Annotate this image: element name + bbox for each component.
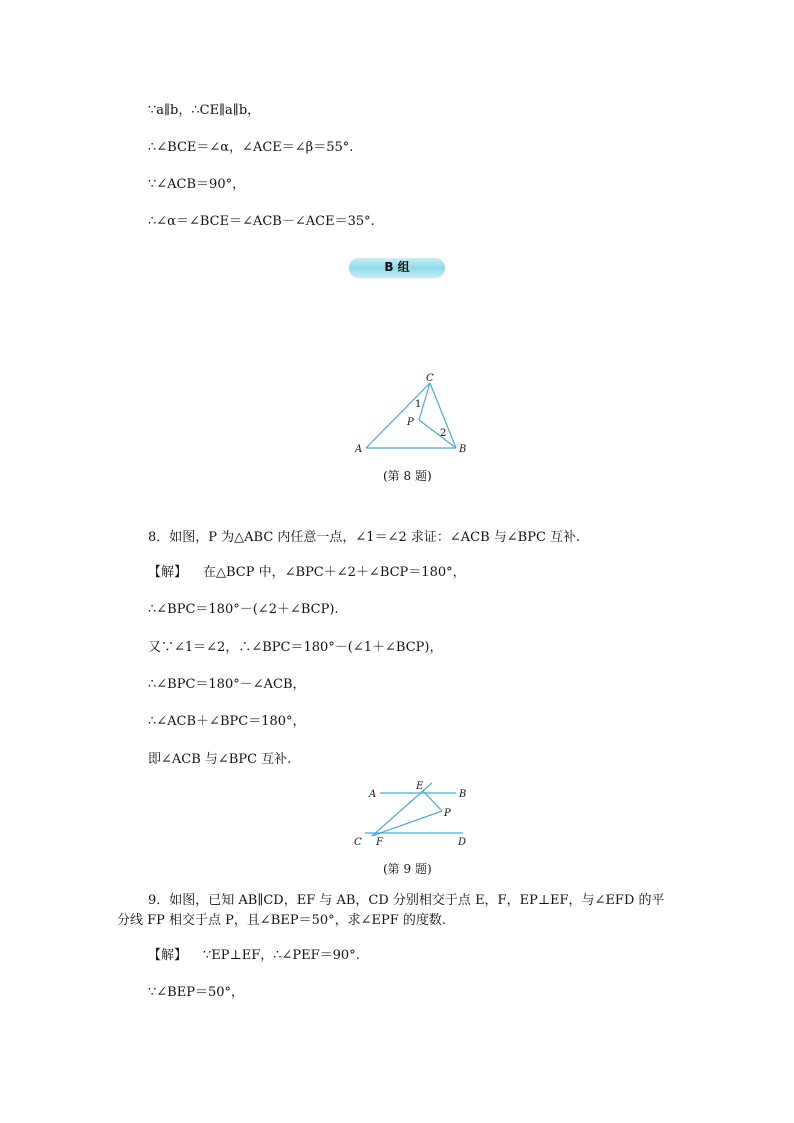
group-badge: B 组 [349, 258, 445, 277]
fig8-label-angle-2: 2 [440, 428, 447, 439]
solution-line-4: ∴∠α＝∠BCE＝∠ACB－∠ACE＝35°. [148, 214, 375, 229]
solution-line-3: ∵∠ACB＝90°， [148, 177, 246, 192]
q8-answer-line-3: 又∵∠1＝∠2，∴∠BPC＝180°－(∠1＋∠BCP)， [148, 640, 443, 655]
fig9-label-c: C [354, 837, 362, 848]
fig9-label-a: A [369, 789, 377, 800]
fig9-label-d: D [458, 837, 467, 848]
q9-question-line-2: 分线 FP 相交于点 P，且∠BEP＝50°，求∠EPF 的度数. [117, 913, 447, 928]
fig8-label-angle-1: 1 [415, 399, 422, 410]
q8-answer-line-4: ∴∠BPC＝180°－∠ACB， [148, 677, 306, 692]
fig8-label-c: C [426, 373, 434, 384]
q8-answer-line-1: 在△BCP 中，∠BPC＋∠2＋∠BCP＝180°， [203, 565, 466, 580]
fig9-label-p: P [444, 808, 451, 819]
fig9-label-e: E [416, 781, 424, 792]
q9-answer-line-2: ∵∠BEP＝50°， [148, 985, 244, 1000]
q8-answer-tag: 【解】 [148, 565, 188, 580]
fig9-segment-ep [423, 791, 442, 811]
fig8-label-b: B [459, 444, 467, 455]
q9-question-line-1: 9．如图，已知 AB∥CD，EF 与 AB，CD 分别相交于点 E，F，EP⊥EF，与∠EFD 的平 [148, 893, 665, 908]
q8-answer-line-2: ∴∠BPC＝180°－(∠2＋∠BCP). [148, 602, 339, 617]
fig8-label-p: P [407, 417, 414, 428]
figure-9-caption: (第 9 题) [383, 862, 432, 876]
figure-8-diagram [350, 370, 480, 460]
q8-answer-line-5: ∴∠ACB＋∠BPC＝180°， [148, 714, 306, 729]
fig9-label-f: F [376, 837, 383, 848]
fig9-label-b: B [459, 789, 467, 800]
fig8-label-a: A [355, 444, 363, 455]
figure-9-diagram [350, 778, 475, 850]
q9-answer-line-1: ∵EP⊥EF，∴∠PEF＝90°. [203, 948, 360, 963]
solution-line-2: ∴∠BCE＝∠α，∠ACE＝∠β＝55°. [148, 140, 354, 155]
q8-question: 8．如图，P 为△ABC 内任意一点，∠1＝∠2 求证：∠ACB 与∠BPC 互补. [148, 530, 581, 545]
figure-8-caption: (第 8 题) [383, 469, 432, 483]
fig9-segment-fp [372, 811, 442, 836]
solution-line-1: ∵a∥b，∴CE∥a∥b， [148, 103, 261, 118]
q9-answer-tag: 【解】 [148, 948, 188, 963]
q8-answer-line-6: 即∠ACB 与∠BPC 互补. [148, 752, 292, 767]
